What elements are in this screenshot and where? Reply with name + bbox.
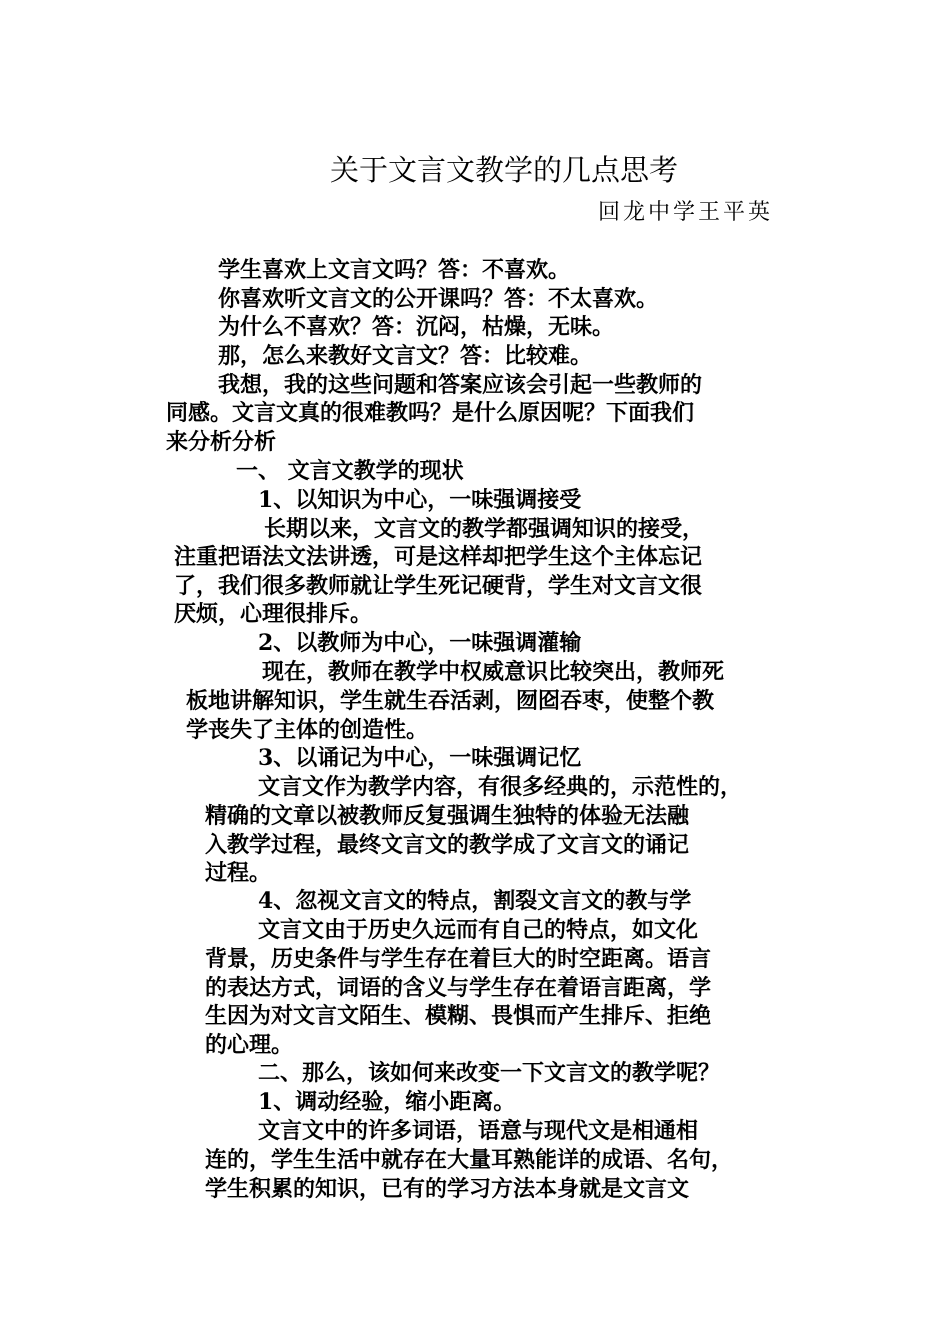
text-line: 精确的文章以被教师反复强调生独特的体验无法融	[205, 803, 690, 829]
section-heading-2: 二、那么，该如何来改变一下文言文的教学呢？	[258, 1060, 721, 1086]
text-line: 板地讲解知识，学生就生吞活剥，囫囵吞枣，使整个教	[186, 688, 715, 714]
s2-item1-paragraph	[205, 1146, 733, 1203]
item4-paragraph	[205, 945, 711, 1060]
text-line: 为什么不喜欢？答：沉闷，枯燥，无味。	[218, 314, 615, 341]
text-line: 入教学过程，最终文言文的教学成了文言文的诵记	[205, 831, 690, 858]
text-line: 生因为对文言文陌生、模糊、畏惧而产生排斥、拒绝	[205, 1003, 712, 1030]
author-line: 回龙中学王平英	[598, 200, 774, 225]
item-heading-4: 4、忽视文言文的特点，割裂文言文的教与学	[258, 888, 692, 914]
item3-paragraph	[205, 802, 689, 888]
text-line: 的表达方式，词语的含义与学生存在着语言距离，学	[205, 974, 712, 1001]
text-line: 那，怎么来教好文言文？答：比较难。	[218, 343, 593, 370]
text-line: 厌烦，心理很排斥。	[174, 601, 373, 628]
item-heading-3: 3、以诵记为中心，一味强调记忆	[258, 745, 582, 771]
item3-first-line: 文言文作为教学内容，有很多经典的，示范性的，	[258, 774, 743, 800]
intro-continuation	[166, 399, 694, 456]
s2-item-heading-1: 1、调动经验，缩小距离。	[258, 1089, 516, 1115]
text-line: 学生积累的知识，已有的学习方法本身就是文言文	[205, 1175, 690, 1202]
item-heading-2: 2、以教师为中心，一味强调灌输	[258, 630, 582, 656]
text-line: 你喜欢听文言文的公开课吗？答：不太喜欢。	[218, 285, 659, 312]
item4-first-line: 文言文由于历史久远而有自己的特点，如文化	[258, 917, 699, 943]
text-line: 同感。文言文真的很难教吗？是什么原因呢？下面我们	[166, 400, 695, 426]
section-heading-1: 一、 文言文教学的现状	[236, 458, 464, 484]
text-line: 过程。	[205, 860, 272, 887]
item-heading-1: 1、以知识为中心，一味强调接受	[258, 487, 582, 513]
item1-first-line: 长期以来，文言文的教学都强调知识的接受，	[264, 516, 705, 542]
text-line: 学丧失了主体的创造性。	[186, 716, 429, 743]
text-line: 我想，我的这些问题和答案应该会引起一些教师的	[218, 371, 703, 398]
page-title: 关于文言文教学的几点思考	[330, 153, 679, 187]
item1-paragraph	[174, 543, 702, 629]
text-line: 的心理。	[205, 1032, 294, 1059]
text-line: 了，我们很多教师就让学生死记硬背，学生对文言文很	[174, 572, 703, 599]
item2-paragraph	[186, 687, 714, 744]
text-line: 注重把语法文法讲透，可是这样却把学生这个主体忘记	[174, 544, 703, 570]
item2-first-line: 现在，教师在教学中权威意识比较突出，教师死	[262, 659, 725, 685]
text-line: 学生喜欢上文言文吗？答：不喜欢。	[218, 257, 571, 283]
s2-item1-first-line: 文言文中的许多词语，语意与现代文是相通相	[258, 1118, 699, 1144]
text-line: 连的，学生生活中就存在大量耳熟能详的成语、名句，	[205, 1147, 734, 1173]
text-line: 背景，历史条件与学生存在着巨大的时空距离。语言	[205, 946, 712, 972]
intro-qa-block	[218, 256, 702, 399]
text-line: 来分析分析	[166, 428, 277, 455]
